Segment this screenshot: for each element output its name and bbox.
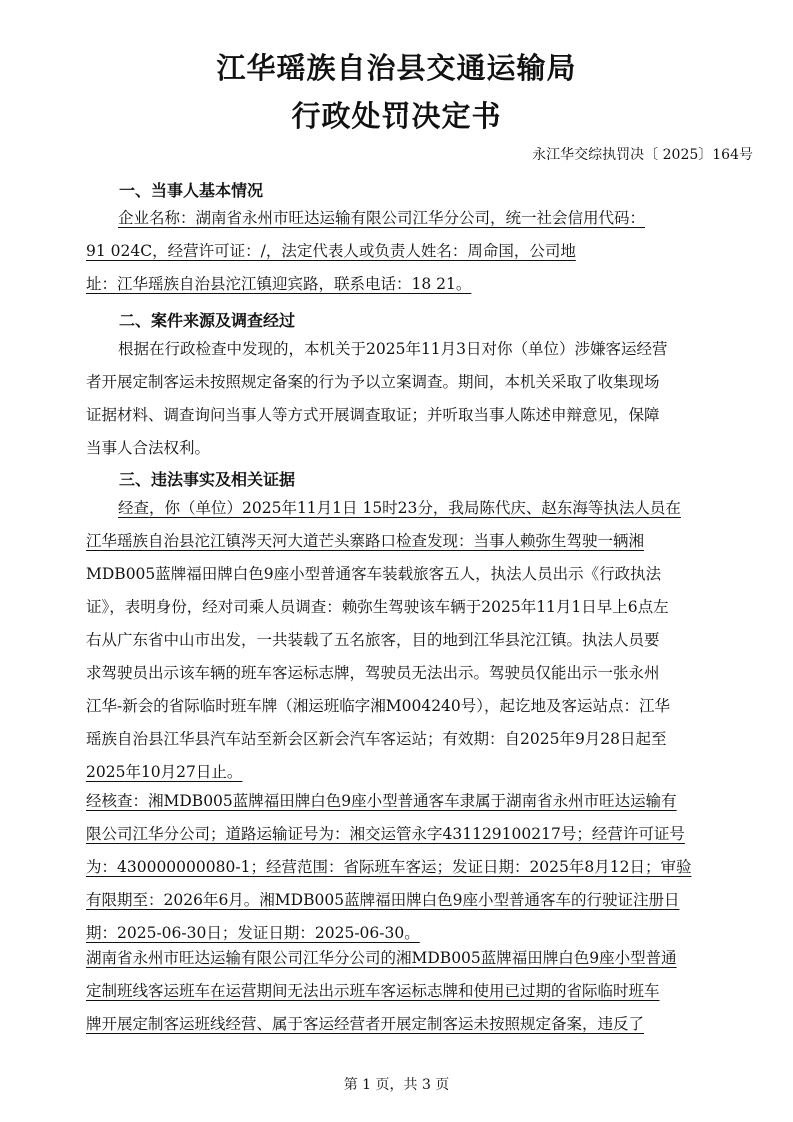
section-3-para-1 (86, 492, 742, 789)
text-line: 根据在行政检查中发现的，本机关于2025年11月3日对你（单位）涉嫌客运经营 (118, 340, 668, 358)
text-line: 有限期至：2026年6月。湘MDB005蓝牌福田牌白色9座小型普通客车的行驶证注册日 (86, 891, 680, 909)
section-2-body (86, 333, 742, 465)
section-heading-1: 一、当事人基本情况 (119, 181, 264, 200)
text-line: 定制班线客运班车在运营期间无法出示班车客运标志牌和使用已过期的省际临时班车 (86, 982, 660, 1000)
text-line: 江华瑶族自治县沱江镇涔天河大道芒头寨路口检查发现：当事人赖弥生驾驶一辆湘 (86, 532, 645, 550)
document-title: 江华瑶族自治县交通运输局 (216, 51, 577, 85)
text-line: 者开展定制客运未按照规定备案的行为予以立案调查。期间，本机关采取了收集现场 (86, 373, 660, 391)
section-3-para-3 (86, 942, 742, 1041)
section-1-body (86, 202, 742, 301)
document-subtitle: 行政处罚决定书 (291, 99, 502, 133)
page-footer: 第 1 页，共 3 页 (343, 1077, 450, 1093)
section-heading-2: 二、案件来源及调查经过 (119, 311, 296, 330)
text-line: 右从广东省中山市出发，一共装载了五名旅客，目的地到江华县沱江镇。执法人员要 (86, 631, 660, 649)
text-line: 瑶族自治县江华县汽车站至新会区新会汽车客运站；有效期：自2025年9月28日起至 (86, 730, 667, 748)
section-heading-3: 三、违法事实及相关证据 (119, 470, 296, 489)
text-line: 湖南省永州市旺达运输有限公司江华分公司的湘MDB005蓝牌福田牌白色9座小型普通 (86, 949, 677, 967)
document-number: 永江华交综执罚决〔 2025〕164号 (532, 147, 753, 163)
text-line: 证据材料、调查询问当事人等方式开展调查取证；并听取当事人陈述申辩意见，保障 (86, 406, 660, 424)
text-line: 址：江华瑶族自治县沱江镇迎宾路，联系电话：18 21。 (86, 275, 472, 293)
text-line: 为：430000000080-1；经营范围：省际班车客运；发证日期：2025年8月12日；审验 (86, 858, 692, 876)
text-line: 牌开展定制客运班线经营、属于客运经营者开展定制客运未按照规定备案，违反了 (86, 1015, 645, 1033)
text-line: 江华-新会的省际临时班车牌（湘运班临字湘M004240号），起讫地及客运站点：江华 (86, 697, 671, 715)
text-line: 限公司江华分公司；道路运输证号为：湘交运管永字431129100217号；经营许可证号 (86, 825, 685, 843)
text-line: 证》，表明身份，经对司乘人员调查：赖弥生驾驶该车辆于2025年11月1日早上6点左 (86, 598, 669, 616)
text-line: 求驾驶员出示该车辆的班车客运标志牌，驾驶员无法出示。驾驶员仅能出示一张永州 (86, 664, 660, 682)
text-line: MDB005蓝牌福田牌白色9座小型普通客车装载旅客五人，执法人员出示《行政执法 (86, 565, 662, 583)
text-line: 91 024C，经营许可证：/，法定代表人或负责人姓名：周命国，公司地 (86, 242, 576, 260)
text-line: 期：2025-06-30日；发证日期：2025-06-30。 (86, 924, 420, 942)
text-line: 2025年10月27日止。 (86, 763, 243, 781)
section-3-para-2 (86, 785, 742, 950)
text-line: 企业名称：湖南省永州市旺达运输有限公司江华分公司，统一社会信用代码： (118, 209, 646, 227)
text-line: 经查，你（单位）2025年11月1日 15时23分，我局陈代庆、赵东海等执法人员在 (118, 499, 681, 517)
text-line: 经核查：湘MDB005蓝牌福田牌白色9座小型普通客车隶属于湖南省永州市旺达运输有 (86, 792, 677, 810)
text-line: 当事人合法权利。 (86, 439, 211, 457)
